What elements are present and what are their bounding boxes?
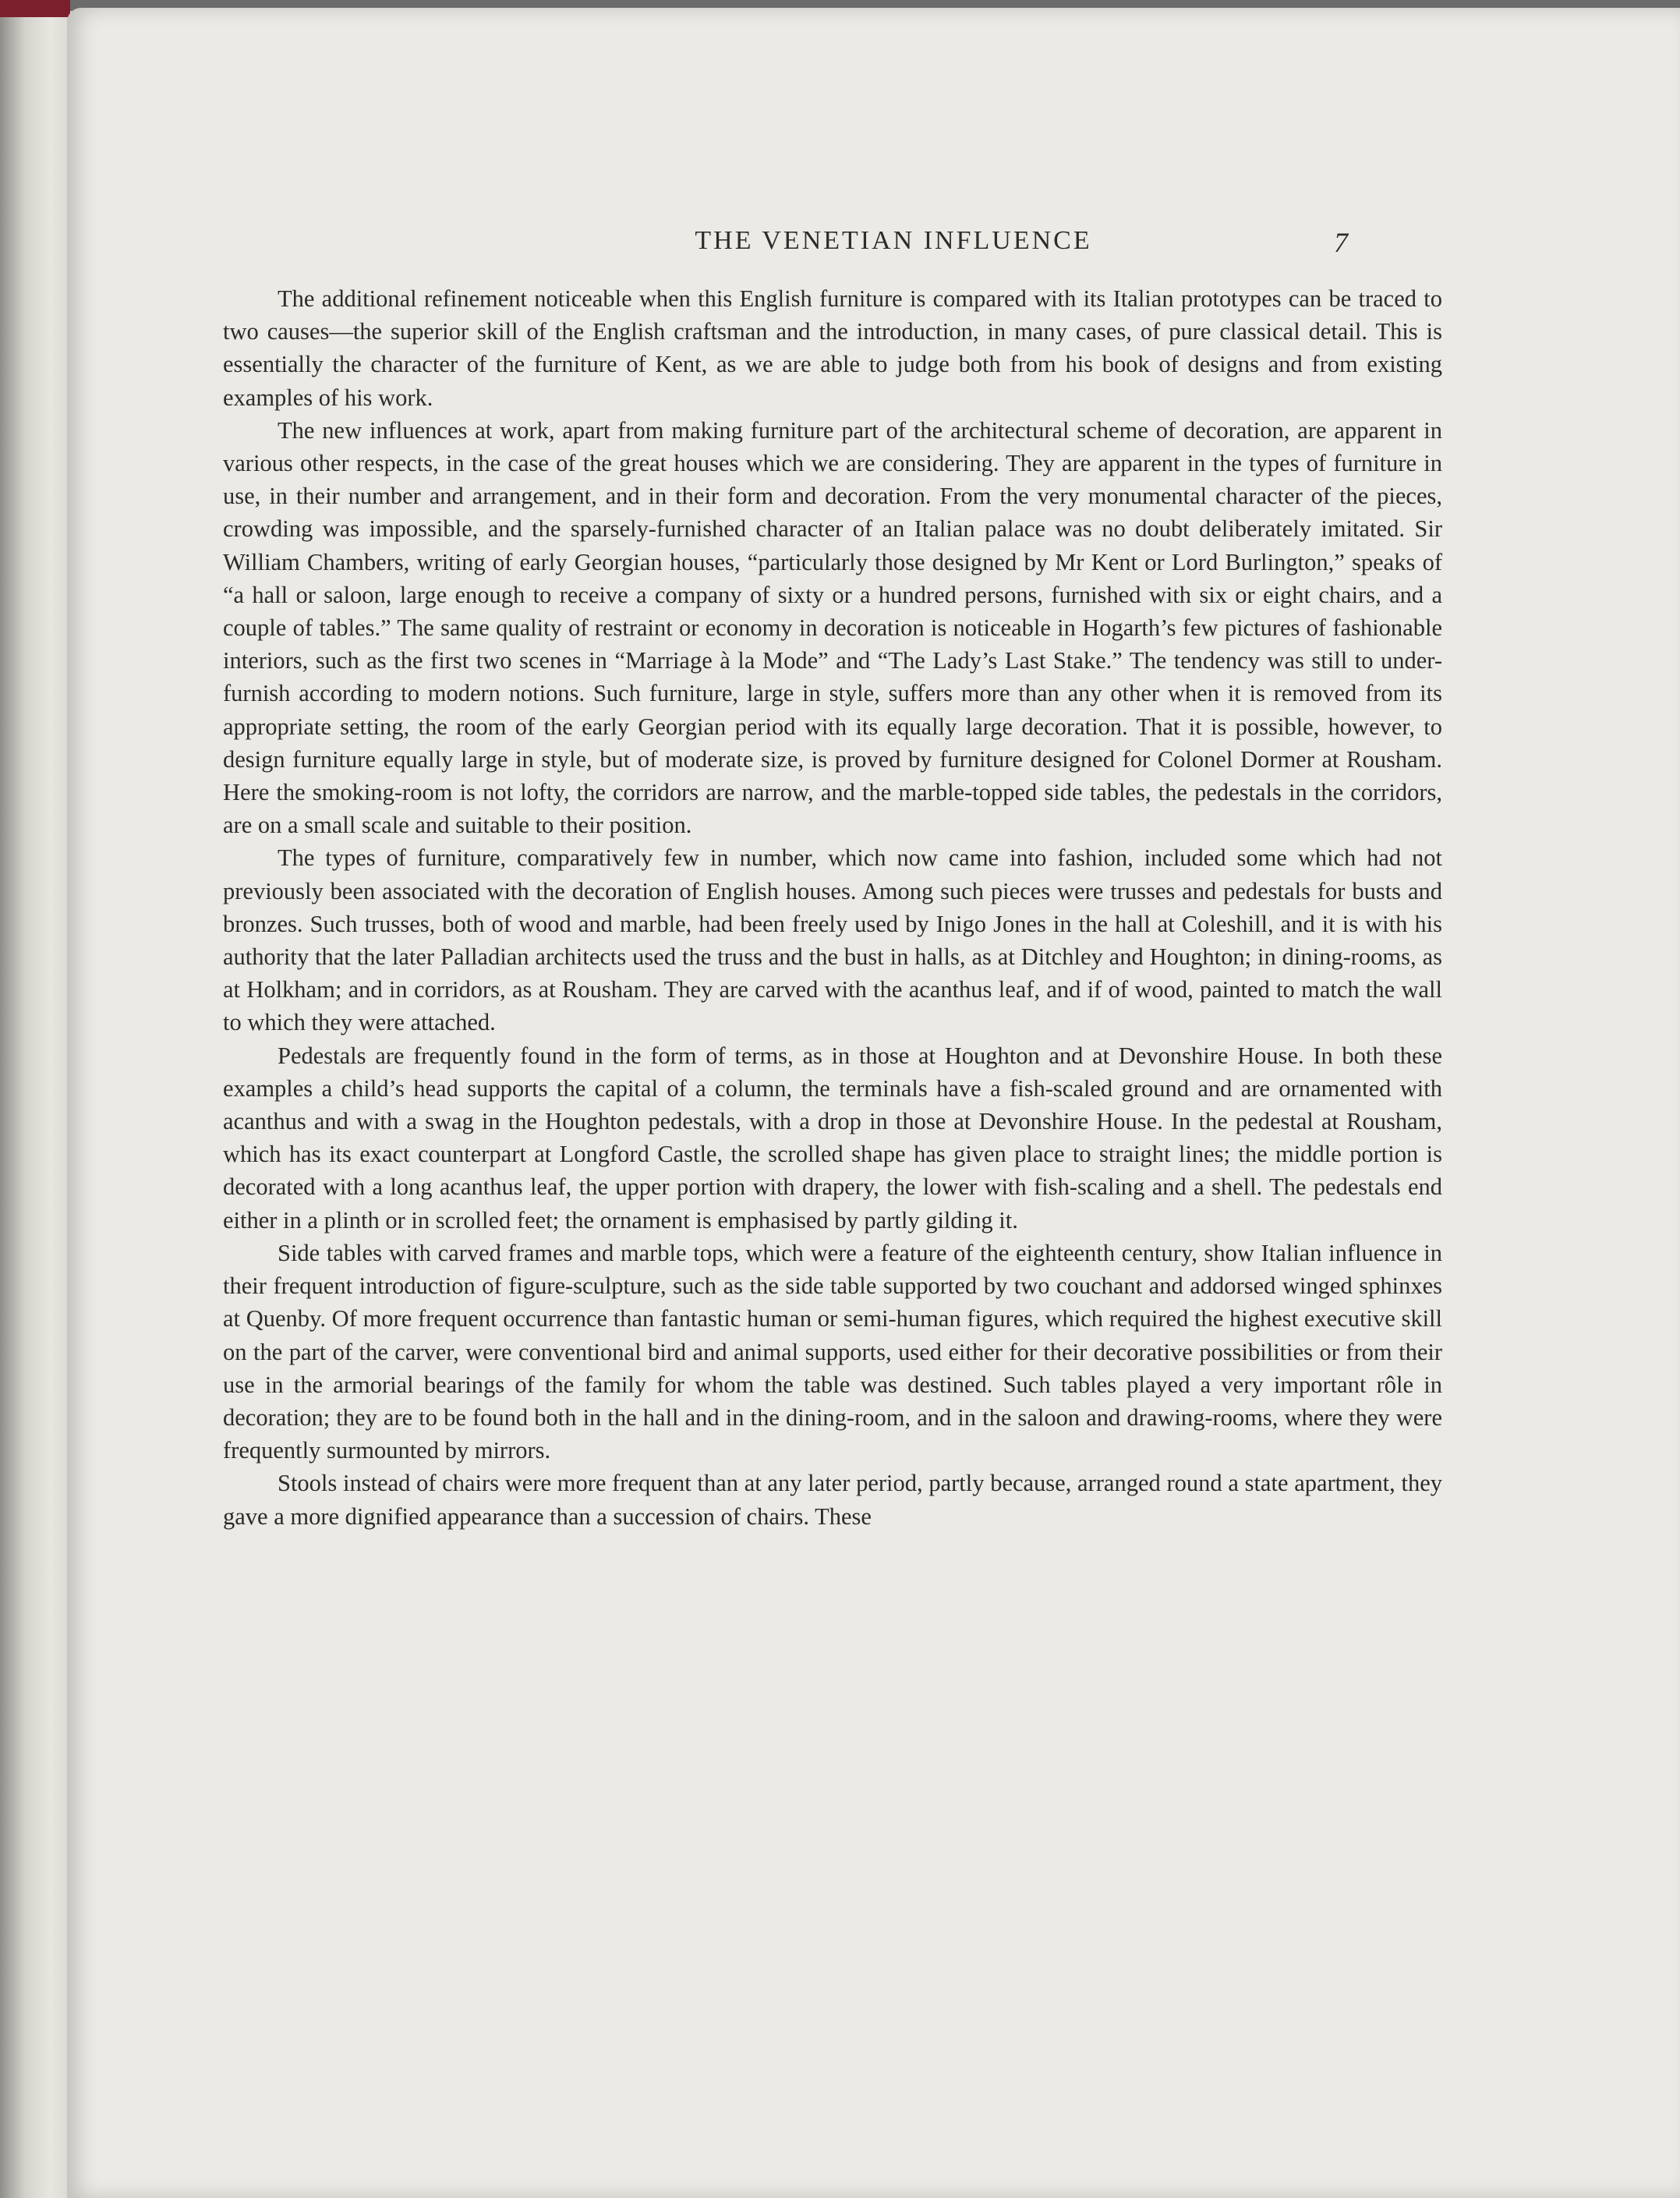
paragraph: Stools instead of chairs were more frequent than at any later period, partly because, arranged round a state apartment, they gave a more dignified appearance than a succession of chairs. These <box>223 1470 1442 1530</box>
page-number: 7 <box>1334 227 1348 258</box>
facing-page-edge <box>0 11 72 2198</box>
paragraph: The new influences at work, apart from making furniture part of the architectural scheme of decoration, are apparent in various other respects, in the case of the great houses which we are considering. They are apparent in the types of furniture in use, in their number and arrangement, and in their form and decoration. From the very monumental character of the pieces, crowding was impossible, and the sparsely-furnished character of an Italian palace was no doubt deliberately imitated. Sir William Chambers, writing of early Georgian houses, “particularly those designed by Mr Kent or Lord Burlington,” speaks of “a hall or saloon, large enough to receive a company of sixty or a hundred persons, furnished with six or eight chairs, and a couple of tables.” The same quality of restraint or economy in decoration is noticeable in Hogarth’s few pictures of fashionable interiors, such as the first two scenes in “Marriage à la Mode” and “The Lady’s Last Stake.” The tendency was still to under-furnish according to modern notions. Such furniture, large in style, suffers more than any other when it is removed from its appropriate setting, the room of the early Georgian period with its equally large decoration. That it is possible, however, to design furniture equally large in style, but of moderate size, is proved by furniture designed for Colonel Dormer at Rousham. Here the smoking-room is not lofty, the corridors are narrow, and the marble-topped side tables, the pedestals in the corridors, are on a small scale and suitable to their position. <box>223 416 1442 839</box>
paragraph: The types of furniture, comparatively few in number, which now came into fashion, included some which had not previously been associated with the decoration of English houses. Among such pieces were trusses and pedestals for busts and bronzes. Such trusses, both of wood and marble, had been freely used by Inigo Jones in the hall at Coleshill, and it is with his authority that the later Palladian architects used the truss and the bust in halls, as at Ditchley and Houghton; in dining-rooms, as at Holkham; and in corridors, as at Rousham. They are carved with the acanthus leaf, and if of wood, painted to match the wall to which they were attached. <box>223 844 1442 1036</box>
paragraph: The additional refinement noticeable when this English furniture is compared with its Italian prototypes can be traced to two causes—the superior skill of the English craftsman and the introduction, in many cases, of pure classical detail. This is essentially the character of the furniture of Kent, as we are able to judge both from his book of designs and from existing examples of his work. <box>223 285 1442 411</box>
running-title: THE VENETIAN INFLUENCE <box>695 226 1092 255</box>
paragraph: Pedestals are frequently found in the form of terms, as in those at Houghton and at Devonshire House. In both these examples a child’s head supports the capital of a column, the terminals have a fish-scaled ground and are ornamented with acanthus and with a swag in the Houghton pedestals, with a drop in those at Devonshire House. In the pedestal at Rousham, which has its exact counterpart at Longford Castle, the scrolled shape has given place to straight lines; the middle portion is decorated with a long acanthus leaf, the upper portion with drapery, the lower with fish-scaling and a shell. The pedestals end either in a plinth or in scrolled feet; the ornament is emphasised by partly gilding it. <box>223 1042 1442 1233</box>
book-page <box>67 8 1680 2198</box>
page-header <box>67 218 1680 265</box>
body-text <box>223 282 1442 1533</box>
paragraph: Side tables with carved frames and marble tops, which were a feature of the eighteenth century, show Italian influence in their frequent introduction of figure-sculpture, such as the side table supported by two couchant and addorsed winged sphinxes at Quenby. Of more frequent occurrence than fantastic human or semi-human figures, which required the highest executive skill on the part of the carver, were conventional bird and animal supports, used either for their decorative possibilities or from their use in the armorial bearings of the family for whom the table was destined. Such tables played a very important rôle in decoration; they are to be found both in the hall and in the dining-room, and in the saloon and drawing-rooms, where they were frequently surmounted by mirrors. <box>223 1239 1442 1464</box>
binding-strip <box>0 0 70 17</box>
